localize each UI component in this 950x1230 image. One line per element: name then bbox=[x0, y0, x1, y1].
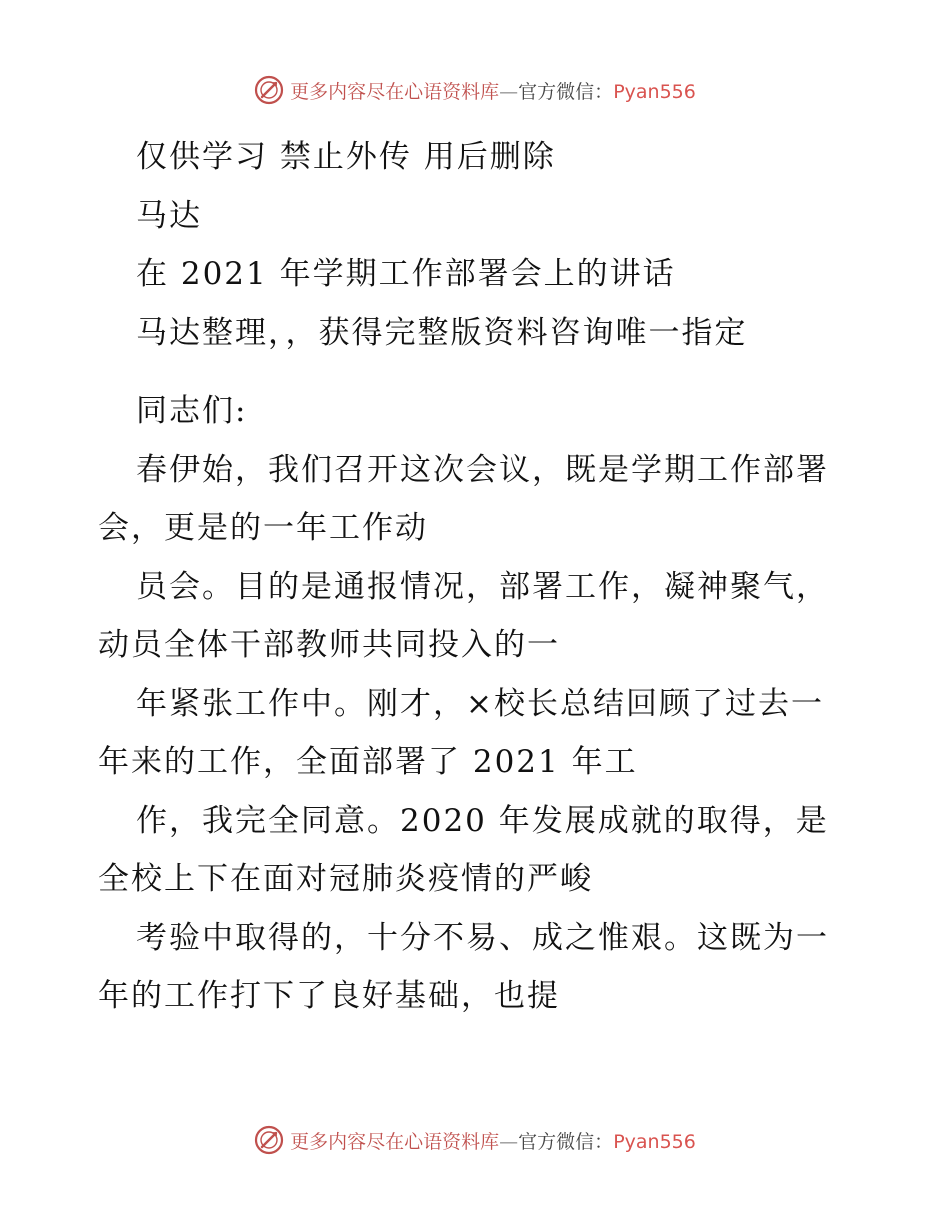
body-line: 春伊始，我们召开这次会议，既是学期工作部署 bbox=[136, 451, 829, 488]
body-line: 年的工作打下了良好基础，也提 bbox=[98, 978, 560, 1014]
salutation: 同志们: bbox=[136, 393, 248, 429]
banner-wechat-id: Pyan556 bbox=[613, 1130, 696, 1153]
body-line: 考验中取得的，十分不易、成之惟艰。这既为一 bbox=[136, 919, 829, 956]
banner-wechat-label: 官方微信： bbox=[518, 1130, 614, 1153]
banner-main-text: 更多内容尽在心语资料库 bbox=[290, 1130, 500, 1153]
author-line: 马达 bbox=[136, 197, 202, 234]
body-line: 年来的工作，全面部署了 2021 年工 bbox=[98, 744, 638, 780]
source-note: 马达整理，，获得完整版资料咨询唯一指定 bbox=[136, 314, 748, 351]
banner-wechat-id: Pyan556 bbox=[613, 80, 696, 103]
banner-wechat-label: 官方微信： bbox=[518, 80, 614, 103]
footer-banner bbox=[0, 1120, 950, 1160]
body-line: 会，更是的一年工作动 bbox=[98, 510, 428, 546]
document-title: 在 2021 年学期工作部署会上的讲话 bbox=[136, 256, 676, 292]
notice-line: 仅供学习 禁止外传 用后删除 bbox=[136, 139, 556, 175]
document-body bbox=[98, 128, 858, 1026]
body-line: 全校上下在面对冠肺炎疫情的严峻 bbox=[98, 861, 593, 897]
banner-main-text: 更多内容尽在心语资料库 bbox=[290, 80, 500, 103]
seal-logo-icon bbox=[254, 75, 284, 105]
body-line: 动员全体干部教师共同投入的一 bbox=[98, 627, 560, 663]
banner-dash: — bbox=[499, 1130, 519, 1153]
body-line: 作，我完全同意。2020 年发展成就的取得，是 bbox=[136, 802, 829, 839]
paragraph-gap bbox=[98, 362, 858, 382]
body-line: 年紧张工作中。刚才，×校长总结回顾了过去一 bbox=[136, 685, 824, 722]
header-banner bbox=[0, 70, 950, 110]
banner-dash: — bbox=[499, 80, 519, 103]
body-line: 员会。目的是通报情况，部署工作，凝神聚气， bbox=[136, 568, 829, 605]
seal-logo-icon bbox=[254, 1125, 284, 1155]
